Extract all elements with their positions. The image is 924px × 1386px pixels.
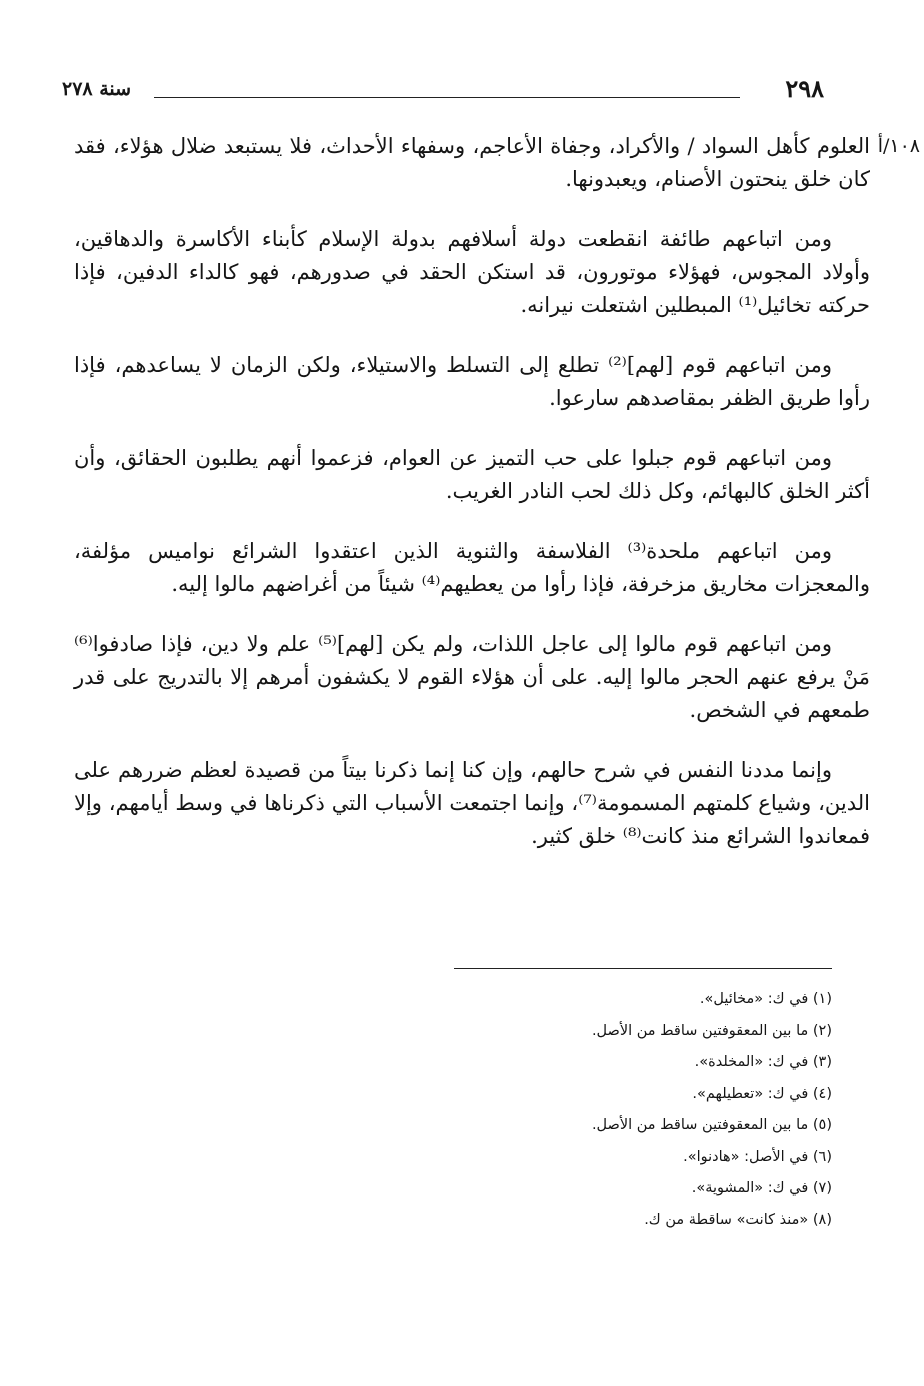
footnote: (٤) في ك: «تعطيلهم». xyxy=(692,1085,832,1102)
page-number: ٢٩٨ xyxy=(785,74,824,103)
footnote: (٢) ما بين المعقوفتين ساقط من الأصل. xyxy=(591,1022,832,1039)
paragraph: ومن اتباعهم قوم جبلوا على حب التميز عن العوام، فزعموا أنهم يطلبون الحقائق، وأن أكثر الخلق كالبهائم، وكل ذلك لحب النادر الغريب. xyxy=(74,446,870,503)
body-text xyxy=(74,130,920,880)
footnotes xyxy=(112,984,832,1236)
footnote: (٦) في الأصل: «هادنوا». xyxy=(683,1148,832,1165)
footnote: (٨) «منذ كانت» ساقطة من ك. xyxy=(644,1211,832,1228)
footnote: (٣) في ك: «المخلدة». xyxy=(694,1054,832,1070)
paragraph: العلوم كأهل السواد / والأكراد، وجفاة الأعاجم، وسفهاء الأحداث، فلا يستبعد ضلال هؤلاء، فقد كان خلق ينحتون الأصنام، ويعبدونها. xyxy=(74,134,870,191)
footnote: (١) في ك: «مخائيل». xyxy=(699,991,832,1007)
footnote: (٧) في ك: «المشوية». xyxy=(691,1180,832,1196)
footnote: (٥) ما بين المعقوفتين ساقط من الأصل. xyxy=(591,1117,832,1133)
paragraph: ومن اتباعهم طائفة انقطعت دولة أسلافهم بدولة الإسلام كأبناء الأكاسرة والدهاقين، وأولاد المجوس، فهؤلاء موتورون، قد استكن الحقد في صدورهم، فهو كالداء الدفين، فإذا حركته تخائيل⁽¹⁾ المبطلين اشتعلت نيرانه. xyxy=(74,227,870,317)
header-rule xyxy=(154,97,740,98)
paragraph: ومن اتباعهم قوم [لهم]⁽²⁾ تطلع إلى التسلط والاستيلاء، ولكن الزمان لا يساعدهم، فإذا رأوا طريق الظفر بمقاصدهم سارعوا. xyxy=(74,353,870,410)
paragraph: ومن اتباعهم ملحدة⁽³⁾ الفلاسفة والثنوية الذين اعتقدوا الشرائع نواميس مؤلفة، والمعجزات مخاريق مزخرفة، فإذا رأوا من يعطيهم⁽⁴⁾ شيئاً من أغراضهم مالوا إليه. xyxy=(74,539,870,596)
margin-reference: ١٠٨/أ xyxy=(877,135,920,157)
footnote-rule xyxy=(454,968,832,969)
running-head: سنة ٢٧٨ xyxy=(62,78,132,100)
paragraph: ومن اتباعهم قوم مالوا إلى عاجل اللذات، ولم يكن [لهم]⁽⁵⁾ علم ولا دين، فإذا صادفوا⁽⁶⁾ مَنْ يرفع عنهم الحجر مالوا إليه. على أن هؤلاء القوم لا يكشفون أمرهم إلا بالتدريج على قدر طمعهم في الشخص. xyxy=(74,632,870,722)
page-header xyxy=(62,74,824,114)
paragraph: وإنما مددنا النفس في شرح حالهم، وإن كنا إنما ذكرنا بيتاً من قصيدة لعظم ضررهم على الدين، وشياع كلمتهم المسمومة⁽⁷⁾، وإنما اجتمعت الأسباب التي ذكرناها في وسط أيامهم، وإلا فمعاندوا الشرائع منذ كانت⁽⁸⁾ خلق كثير. xyxy=(74,758,870,848)
